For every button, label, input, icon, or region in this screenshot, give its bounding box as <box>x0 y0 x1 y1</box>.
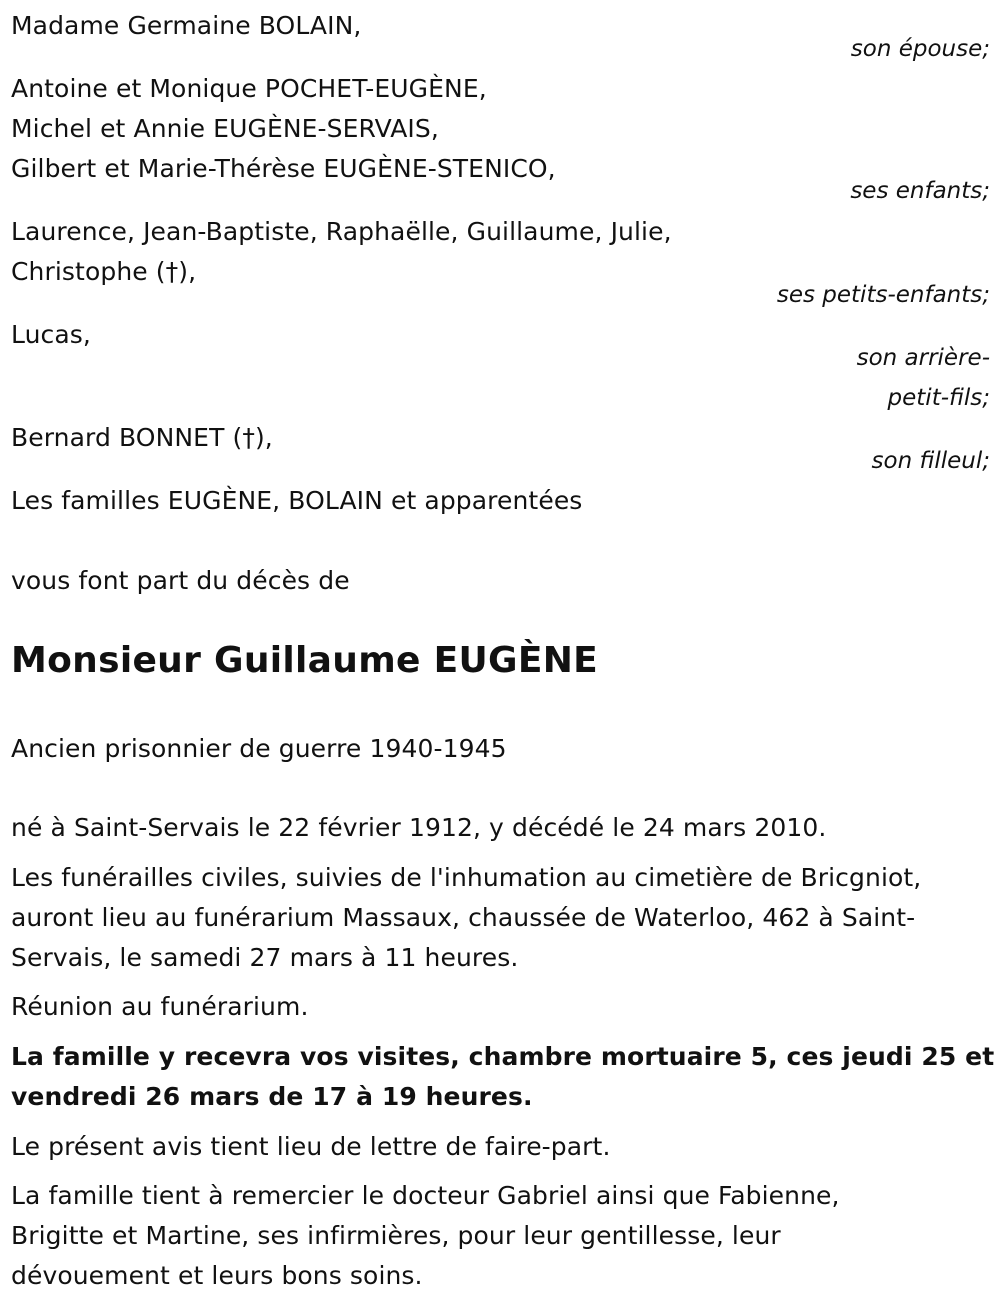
children-role: ses enfants; <box>850 178 990 204</box>
spouse-name: Madame Germaine BOLAIN, <box>11 11 362 40</box>
godson-role: son filleul; <box>871 448 990 474</box>
spouse-role: son épouse; <box>850 36 990 62</box>
great-grandchild-role-line-1: son arrière- <box>856 345 990 371</box>
funeral-line-1: Les funérailles civiles, suivies de l'inhumation au cimetière de Bricgniot, <box>11 863 922 892</box>
funeral-line-3: Servais, le samedi 27 mars à 11 heures. <box>11 943 519 972</box>
meeting-line: Réunion au funérarium. <box>11 992 309 1021</box>
thanks-line-3: dévouement et leurs bons soins. <box>11 1261 423 1290</box>
child-line-1: Antoine et Monique POCHET-EUGÈNE, <box>11 74 487 103</box>
grandchildren-line-1: Laurence, Jean-Baptiste, Raphaëlle, Guillaume, Julie, <box>11 217 672 246</box>
grandchildren-line-2: Christophe (†), <box>11 257 197 286</box>
child-line-3: Gilbert et Marie-Thérèse EUGÈNE-STENICO, <box>11 154 556 183</box>
funeral-line-2: auront lieu au funérarium Massaux, chaussée de Waterloo, 462 à Saint- <box>11 903 916 932</box>
great-grandchild-name: Lucas, <box>11 320 91 349</box>
thanks-line-2: Brigitte et Martine, ses infirmières, pour leur gentillesse, leur <box>11 1221 781 1250</box>
deceased-title: Ancien prisonnier de guerre 1940-1945 <box>11 734 507 763</box>
notice-line: Le présent avis tient lieu de lettre de faire-part. <box>11 1132 611 1161</box>
child-line-2: Michel et Annie EUGÈNE-SERVAIS, <box>11 114 439 143</box>
grandchildren-role: ses petits-enfants; <box>776 282 990 308</box>
visits-line-2: vendredi 26 mars de 17 à 19 heures. <box>11 1082 533 1111</box>
great-grandchild-role-line-2: petit-fils; <box>887 385 990 411</box>
thanks-line-1: La famille tient à remercier le docteur Gabriel ainsi que Fabienne, <box>11 1181 840 1210</box>
families-line: Les familles EUGÈNE, BOLAIN et apparentées <box>11 486 583 515</box>
intro-line: vous font part du décès de <box>11 566 350 595</box>
birth-death-line: né à Saint-Servais le 22 février 1912, y décédé le 24 mars 2010. <box>11 813 827 842</box>
godson-name: Bernard BONNET (†), <box>11 423 273 452</box>
deceased-name: Monsieur Guillaume EUGÈNE <box>11 640 599 681</box>
visits-line-1: La famille y recevra vos visites, chambre mortuaire 5, ces jeudi 25 et <box>11 1042 995 1071</box>
